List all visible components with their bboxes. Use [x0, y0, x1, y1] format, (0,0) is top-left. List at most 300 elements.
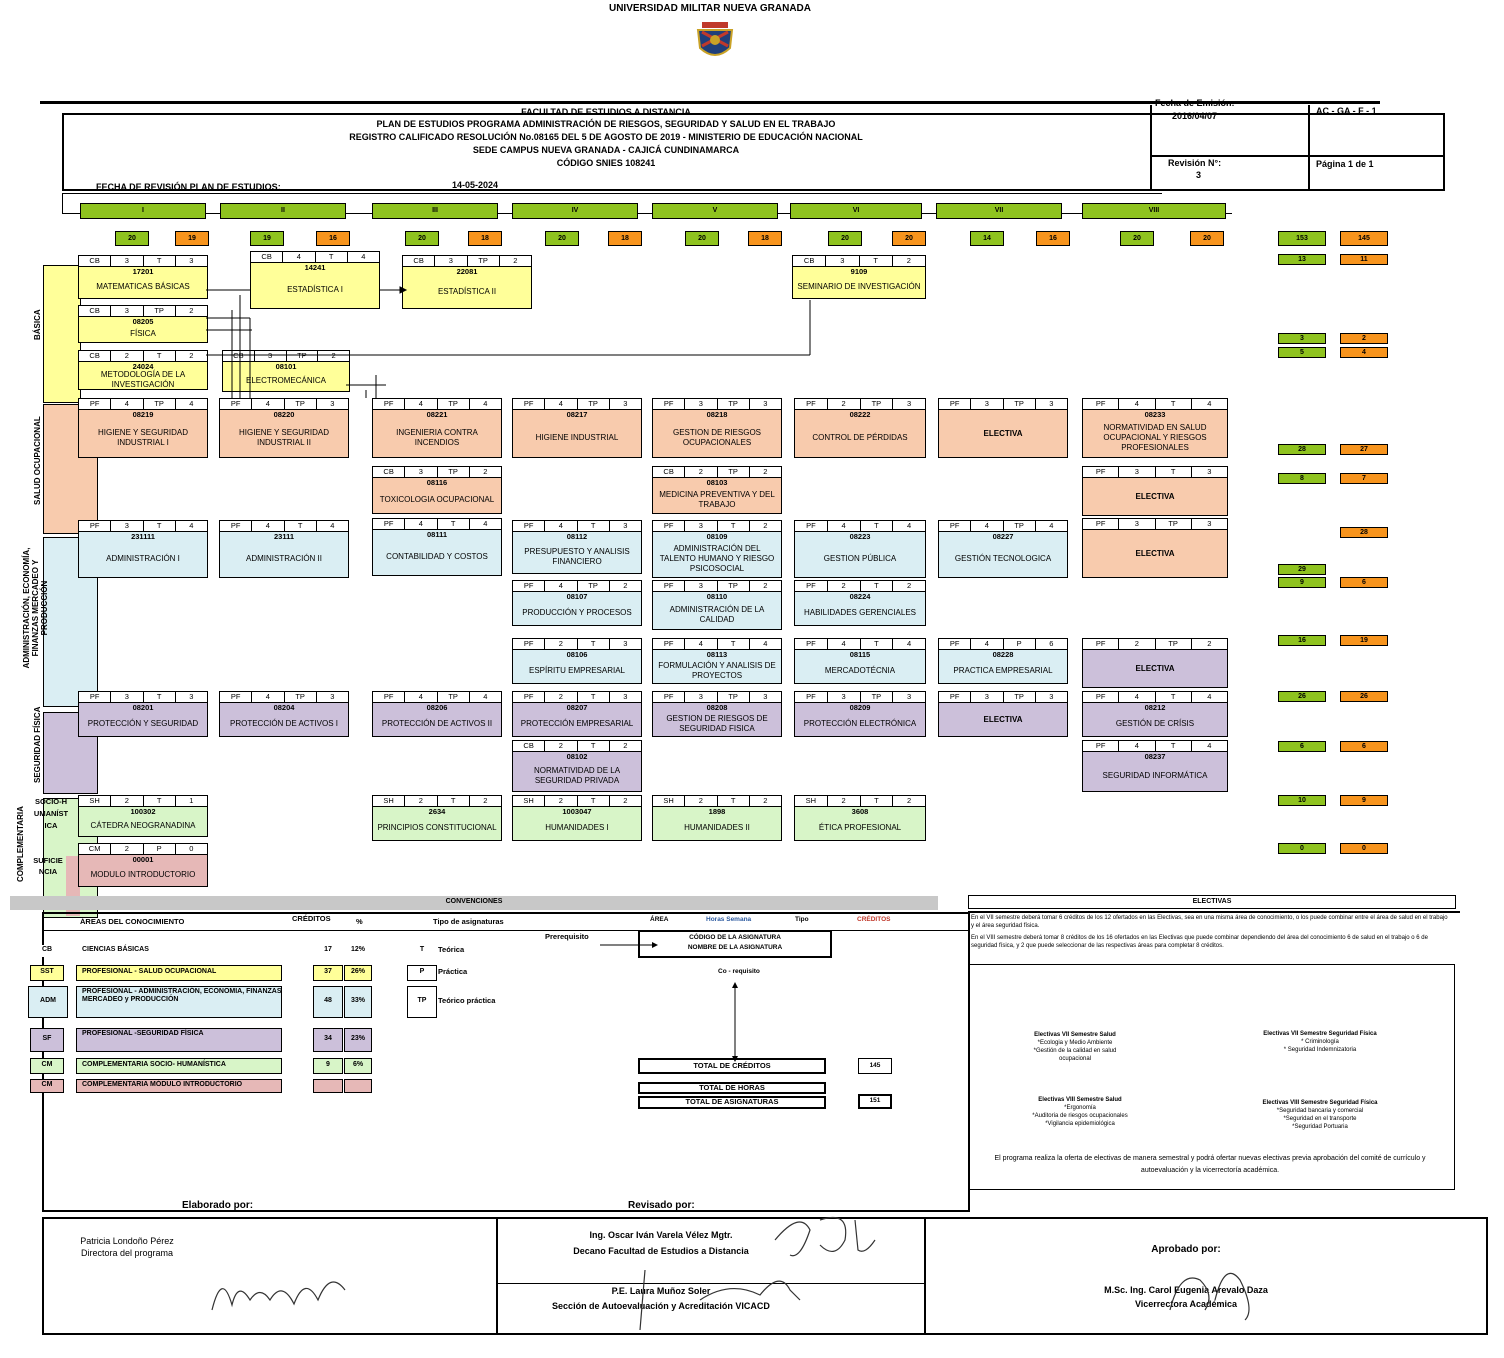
- conv-credits: 37: [324, 968, 332, 975]
- conv-area-name: PROFESIONAL -SEGURIDAD FÍSICA: [82, 1030, 204, 1037]
- course-hours-cell: CB: [79, 256, 111, 266]
- course-hours-cell: 3: [1207, 467, 1212, 476]
- course-hours-cell: T: [578, 741, 610, 751]
- course-hours-cell: 4: [483, 692, 488, 701]
- course-hours-cell: PF: [795, 399, 828, 409]
- course-hours-cell: PF: [373, 692, 405, 702]
- emision-value: 2016/04/07: [1172, 111, 1218, 121]
- course-code: 08222: [849, 410, 871, 419]
- area-total-total: 2: [1340, 333, 1388, 344]
- area-total-recommended: 13: [1278, 254, 1326, 265]
- course-hours-cell: 3: [1119, 467, 1155, 477]
- course-code: 08212: [1144, 703, 1166, 712]
- course-name: PRESUPUESTO Y ANALISIS FINANCIERO: [524, 547, 630, 566]
- course-hours-cell: CB: [223, 351, 255, 361]
- course-hours-cell: TP: [718, 692, 750, 702]
- semester-8-credits-recommended: 20: [1120, 231, 1154, 246]
- course-name: HIGIENE Y SEGURIDAD INDUSTRIAL I: [98, 428, 188, 447]
- conv-pct: 33%: [350, 997, 365, 1004]
- course-name: ELECTROMECÁNICA: [245, 376, 326, 385]
- conv-type-name: Teórico práctica: [438, 996, 496, 1005]
- course-code: 2634: [428, 807, 446, 816]
- course-hours-cell: 4: [405, 399, 437, 409]
- course-hours-cell: 4: [252, 521, 284, 531]
- course-hours-cell: CB: [403, 256, 435, 266]
- conv-col-pct: %: [356, 917, 363, 926]
- course-hours-cell: 2: [111, 844, 143, 854]
- area-total-recommended: 5: [1278, 347, 1326, 358]
- legend-creditos: CRÉDITOS: [857, 916, 891, 923]
- electivas-viii-salud-item: *Ergonomía: [1064, 1105, 1096, 1111]
- course-hours-cell: 2: [513, 256, 518, 265]
- area-total-recommended: 28: [1278, 444, 1326, 455]
- course-hours-cell: TP: [285, 399, 317, 409]
- electivas-vii-seg-item: * Seguridad Indemnizatoria: [1283, 1047, 1357, 1053]
- course-hours-cell: 3: [685, 399, 717, 409]
- page-number: Página 1 de 1: [1316, 159, 1374, 169]
- course-name: FORMULACIÓN Y ANALISIS DE PROYECTOS: [658, 661, 776, 680]
- course-code: 08204: [273, 703, 295, 712]
- course-hours-cell: PF: [220, 399, 252, 409]
- course-hours-cell: 3: [330, 399, 335, 408]
- course-hours-cell: TP: [1156, 519, 1192, 529]
- course-hours-cell: 4: [971, 521, 1003, 531]
- course-hours-cell: T: [144, 796, 176, 806]
- course-hours-cell: 4: [483, 519, 488, 528]
- electivas-viii-seg-item: *Seguridad Portuaria: [1292, 1124, 1348, 1130]
- conv-col-creditos: CRÉDITOS: [292, 914, 331, 923]
- course-hours-cell: 3: [623, 521, 628, 530]
- course-hours-cell: T: [1156, 692, 1192, 702]
- conv-abbr: CB: [41, 946, 53, 953]
- conv-credits: 34: [324, 1035, 332, 1042]
- course-code: 08218: [706, 410, 728, 419]
- course-code: 08113: [706, 650, 728, 659]
- electivas-viii-seg-title: Electivas VIII Semestre Seguridad Física: [1262, 1100, 1378, 1106]
- legend-area: ÁREA: [650, 916, 669, 923]
- course-hours-cell: CB: [373, 467, 405, 477]
- course-hours-cell: PF: [513, 399, 545, 409]
- course-hours-cell: TP: [718, 467, 750, 477]
- course-hours-cell: 4: [405, 519, 437, 529]
- registro-title: REGISTRO CALIFICADO RESOLUCIÓN No.08165 DEL 5 DE AGOSTO DE 2019 - MINISTERIO DE EDUCACIÓN NACIONAL: [349, 132, 863, 142]
- course-name: HIGIENE Y SEGURIDAD INDUSTRIAL II: [239, 428, 329, 447]
- course-hours-cell: 3: [763, 399, 768, 408]
- course-hours-cell: 4: [907, 521, 912, 530]
- course-hours-cell: 2: [483, 467, 488, 476]
- course-hours-cell: 4: [252, 692, 284, 702]
- semester-3-credits-recommended: 20: [405, 231, 439, 246]
- course-hours-cell: PF: [795, 692, 828, 702]
- course-hours-cell: 2: [763, 521, 768, 530]
- course-hours-cell: T: [578, 692, 610, 702]
- semester-4-credits-total: 18: [608, 231, 642, 246]
- course-name: PRACTICA EMPRESARIAL: [953, 666, 1053, 675]
- course-code: 08206: [426, 703, 448, 712]
- area-total-recommended: 0: [1278, 843, 1326, 854]
- course-name: GESTIÓN TECNOLOGICA: [954, 554, 1052, 563]
- course-hours-cell: TP: [1004, 399, 1036, 409]
- course-name: METODOLOGÍA DE LA INVESTIGACIÓN: [100, 370, 186, 389]
- grand-total-recommended: 153: [1278, 231, 1326, 246]
- course-code: 08201: [132, 703, 154, 712]
- course-hours-cell: 3: [971, 692, 1003, 702]
- course-code: 08224: [849, 592, 871, 601]
- course-hours-cell: 4: [763, 639, 768, 648]
- course-hours-cell: CB: [653, 467, 685, 477]
- course-hours-cell: CB: [251, 252, 283, 262]
- conv-abbr: CM: [41, 1081, 53, 1088]
- course-code: 08110: [706, 592, 728, 601]
- revision-label: Revisión N°:: [1168, 158, 1222, 168]
- course-name: ADMINISTRACIÓN DE LA CALIDAD: [669, 605, 765, 624]
- course-hours-cell: 3: [623, 399, 628, 408]
- course-hours-cell: 3: [111, 521, 143, 531]
- course-code: 9109: [850, 267, 868, 276]
- course-hours-cell: 4: [1119, 692, 1155, 702]
- course-code: 08109: [706, 532, 728, 541]
- electivas-viii-salud-item: *Auditoria de riesgos ocupacionales: [1032, 1113, 1128, 1119]
- course-hours-cell: 4: [545, 521, 577, 531]
- course-hours-cell: 2: [545, 796, 577, 806]
- electivas-viii-seg-item: *Seguridad en el transporte: [1283, 1116, 1357, 1122]
- course-hours-cell: T: [578, 521, 610, 531]
- electivas-vii-salud-item: *Gestión de la calidad en salud: [1033, 1048, 1117, 1054]
- course-name: ELECTIVA: [983, 429, 1023, 438]
- course-code: 08233: [1144, 410, 1166, 419]
- course-hours-cell: 2: [1207, 639, 1212, 648]
- course-hours-cell: TP: [287, 351, 319, 361]
- course-hours-cell: 3: [111, 306, 143, 316]
- legend-horas: Horas Semana: [706, 916, 752, 923]
- conv-type-name: Teórica: [438, 945, 465, 954]
- course-hours-cell: 3: [907, 399, 912, 408]
- conv-col-tipo: Tipo de asignaturas: [433, 917, 504, 926]
- course-hours-cell: T: [144, 256, 176, 266]
- conv-pct: 6%: [352, 1061, 364, 1068]
- course-code: 00001: [132, 855, 154, 864]
- area-total-total: 6: [1340, 741, 1388, 752]
- area-total-total: 4: [1340, 347, 1388, 358]
- course-code: 08205: [132, 317, 154, 326]
- area-total-total: 26: [1340, 691, 1388, 702]
- electivas-vii-salud-item: *Ecologia y Medio Ambiente: [1037, 1040, 1113, 1046]
- elaborado-label: Elaborado por:: [182, 1200, 254, 1211]
- conv-pct: 23%: [350, 1035, 365, 1042]
- course-hours-cell: 2: [111, 796, 143, 806]
- course-hours-cell: SH: [795, 796, 828, 806]
- course-hours-cell: 4: [483, 399, 488, 408]
- course-hours-cell: PF: [1083, 639, 1119, 649]
- course-name: FÍSICA: [130, 329, 156, 338]
- course-hours-cell: TP: [144, 306, 176, 316]
- course-hours-cell: 3: [826, 256, 859, 266]
- course-hours-cell: 4: [1119, 741, 1155, 751]
- course-hours-cell: CB: [513, 741, 545, 751]
- course-name: MODULO INTRODUCTORIO: [90, 870, 196, 879]
- course-hours-cell: 4: [1207, 399, 1212, 408]
- electivas-vii-seg-title: Electivas VII Semestre Seguridad Física: [1263, 1031, 1377, 1037]
- course-hours-cell: T: [861, 639, 894, 649]
- electivas-vii-salud: [1010, 1031, 1140, 1063]
- area-label-salud: SALUD OCUPACIONAL: [33, 416, 42, 505]
- course-hours-cell: PF: [939, 521, 971, 531]
- area-total-recommended: 8: [1278, 473, 1326, 484]
- course-hours-cell: 4: [828, 521, 861, 531]
- course-code: 08102: [566, 752, 588, 761]
- course-name: ELECTIVA: [1135, 664, 1175, 673]
- semester-6-credits-total: 20: [892, 231, 926, 246]
- course-hours-cell: TP: [1004, 521, 1036, 531]
- course-name: ADMINISTRACIÓN DEL TALENTO HUMANO Y RIESGO PSICOSOCIAL: [659, 544, 775, 573]
- conv-area-name: COMPLEMENTARIA MÓDULO INTRODUCTORIO: [82, 1081, 243, 1088]
- electivas-viii-seg-item: *Seguridad bancaria y comercial: [1276, 1108, 1364, 1114]
- area-total-recommended: 6: [1278, 741, 1326, 752]
- course-hours-cell: PF: [513, 521, 545, 531]
- course-hours-cell: TP: [861, 692, 894, 702]
- area-total-recommended: 10: [1278, 795, 1326, 806]
- course-hours-cell: PF: [1083, 741, 1119, 751]
- course-name: TOXICOLOGIA OCUPACIONAL: [379, 495, 495, 504]
- semester-1-credits-recommended: 20: [115, 231, 149, 246]
- course-hours-cell: 3: [685, 521, 717, 531]
- area-total-recommended: 29: [1278, 564, 1326, 575]
- course-hours-cell: T: [285, 521, 317, 531]
- conv-area-name: PROFESIONAL - ADMINISTRACIÓN, ECONOMIA, FINANZAS MERCADEO y PRODUCCIÓN: [82, 988, 282, 1003]
- course-hours-cell: 4: [330, 521, 335, 530]
- area-total-total: 9: [1340, 795, 1388, 806]
- course-hours-cell: 2: [111, 351, 143, 361]
- semester-5-credits-recommended: 20: [685, 231, 719, 246]
- course-hours-cell: 4: [111, 399, 143, 409]
- course-name: GESTIÓN DE CRÍSIS: [1115, 719, 1195, 728]
- course-code: 08221: [426, 410, 448, 419]
- course-code: 1003047: [562, 807, 592, 816]
- semester-7-header: VII: [936, 203, 1062, 219]
- course-code: 08107: [566, 592, 588, 601]
- electivas-viii-salud-title: Electivas VIII Semestre Salud: [1038, 1097, 1122, 1103]
- course-hours-cell: 2: [545, 692, 577, 702]
- course-hours-cell: 4: [1119, 399, 1155, 409]
- course-hours-cell: 2: [1119, 639, 1155, 649]
- course-code: 3608: [851, 807, 869, 816]
- course-hours-cell: TP: [1004, 692, 1036, 702]
- course-name: SEMINARIO DE INVESTIGACIÓN: [797, 282, 921, 291]
- course-hours-cell: T: [578, 796, 610, 806]
- conv-credits: 17: [324, 946, 332, 953]
- course-hours-cell: CB: [79, 306, 111, 316]
- course-hours-cell: PF: [1083, 519, 1119, 529]
- semester-1-header: I: [80, 203, 206, 219]
- sede-title: SEDE CAMPUS NUEVA GRANADA - CAJICÁ CUNDINAMARCA: [472, 145, 740, 155]
- course-hours-cell: TP: [144, 399, 176, 409]
- area-total-total: 7: [1340, 473, 1388, 484]
- course-hours-cell: PF: [939, 399, 971, 409]
- course-code: 1898: [708, 807, 726, 816]
- course-code: 08227: [992, 532, 1014, 541]
- semester-6-credits-recommended: 20: [828, 231, 862, 246]
- course-hours-cell: 4: [361, 252, 366, 261]
- course-code: 24024: [132, 362, 154, 371]
- course-hours-cell: P: [144, 844, 176, 854]
- course-hours-cell: 2: [405, 796, 437, 806]
- course-code: 231111: [131, 532, 155, 541]
- course-name: ADMINISTRACIÓN II: [245, 554, 322, 563]
- course-hours-cell: 4: [405, 692, 437, 702]
- course-hours-cell: TP: [438, 467, 470, 477]
- course-hours-cell: 2: [907, 581, 912, 590]
- course-hours-cell: P: [1004, 639, 1036, 649]
- conv-credits-box: [313, 1079, 343, 1093]
- course-name: ESTADÍSTICA II: [437, 287, 497, 296]
- course-hours-cell: SH: [79, 796, 111, 806]
- course-name: MATEMATICAS BÁSICAS: [96, 282, 190, 291]
- course-name: PROTECCIÓN DE ACTIVOS II: [381, 719, 493, 728]
- course-code: 08103: [706, 478, 728, 487]
- course-name: CÁTEDRA NEOGRANADINA: [90, 821, 196, 830]
- course-name: CONTABILIDAD Y COSTOS: [386, 552, 488, 561]
- course-hours-cell: 3: [685, 581, 717, 591]
- course-name: NORMATIVIDAD DE LA SEGURIDAD PRIVADA: [533, 766, 621, 785]
- grand-total-total: 145: [1340, 231, 1388, 246]
- conv-area-name: CIENCIAS BÁSICAS: [82, 946, 149, 953]
- course-code: 08115: [849, 650, 871, 659]
- conv-pct: 12%: [350, 946, 365, 953]
- legend-prerequisite: Prerequisito: [545, 932, 589, 941]
- revision-date-value: 14-05-2024: [452, 180, 499, 190]
- course-hours-cell: TP: [861, 399, 894, 409]
- conv-area-name: PROFESIONAL - SALUD OCUPACIONAL: [82, 968, 217, 975]
- course-name: ELECTIVA: [1135, 549, 1175, 558]
- course-code: 08223: [849, 532, 871, 541]
- signer-1-name: Patricia Londoño Pérez: [80, 1236, 174, 1246]
- course-hours-cell: TP: [285, 692, 317, 702]
- revision-date-label: FECHA DE REVISIÓN PLAN DE ESTUDIOS:: [96, 182, 281, 192]
- legend-box-name: NOMBRE DE LA ASIGNATURA: [687, 944, 783, 951]
- course-hours-cell: 3: [189, 256, 194, 265]
- course-hours-cell: PF: [1083, 399, 1119, 409]
- area-total-recommended: 16: [1278, 635, 1326, 646]
- aprobado-label: Aprobado por:: [1151, 1244, 1221, 1255]
- course-hours-cell: T: [718, 521, 750, 531]
- course-code: 08217: [566, 410, 588, 419]
- semester-5-credits-total: 18: [748, 231, 782, 246]
- course-name: SEGURIDAD INFORMÁTICA: [1102, 771, 1208, 780]
- electivas-note-1: En el VII semestre deberá tomar 6 créditos de los 12 ofertados en las Electivas, sea en una misma área de conocimiento, o los puede combinar entre el área de salud en el trabajo y el área seguridad física.: [971, 915, 1448, 929]
- course-hours-cell: TP: [438, 399, 470, 409]
- semester-2-credits-total: 16: [316, 231, 350, 246]
- conv-type: P: [419, 968, 425, 975]
- course-hours-cell: 2: [483, 796, 488, 805]
- course-hours-cell: T: [1156, 467, 1192, 477]
- course-hours-cell: 3: [330, 692, 335, 701]
- course-name: ELECTIVA: [983, 715, 1023, 724]
- course-hours-cell: 6: [1049, 639, 1054, 648]
- course-hours-cell: SH: [373, 796, 405, 806]
- semester-5-header: V: [652, 203, 778, 219]
- course-name: ESTADÍSTICA I: [287, 285, 343, 294]
- conv-col-areas: ÁREAS DEL CONOCIMIENTO: [80, 917, 185, 926]
- course-name: HUMANIDADES II: [684, 823, 750, 832]
- area-total-total: 27: [1340, 444, 1388, 455]
- course-code: 08111: [426, 530, 448, 539]
- course-hours-cell: CM: [79, 844, 111, 854]
- revisado-label: Revisado por:: [628, 1200, 695, 1211]
- course-code: 08220: [273, 410, 295, 419]
- conv-credits: 9: [326, 1061, 330, 1068]
- course-hours-cell: PF: [795, 521, 828, 531]
- semester-4-credits-recommended: 20: [545, 231, 579, 246]
- signer-3-role: Sección de Autoevaluación y Acreditación VICACD: [552, 1301, 770, 1311]
- course-hours-cell: 4: [1207, 741, 1212, 750]
- signer-4-name: M.Sc. Ing. Carol Eugenia Arevalo Daza: [1104, 1285, 1268, 1295]
- course-code: 08112: [566, 532, 588, 541]
- course-hours-cell: 3: [255, 351, 287, 361]
- course-code: 08207: [566, 703, 588, 712]
- course-hours-cell: 3: [1119, 519, 1155, 529]
- course-hours-cell: 4: [252, 399, 284, 409]
- semester-7-credits-total: 16: [1036, 231, 1070, 246]
- conv-type: T: [419, 946, 425, 953]
- course-hours-cell: PF: [79, 692, 111, 702]
- semester-3-header: III: [372, 203, 498, 219]
- course-hours-cell: 2: [623, 581, 628, 590]
- course-hours-cell: PF: [939, 692, 971, 702]
- course-hours-cell: TP: [578, 581, 610, 591]
- course-hours-cell: T: [1156, 399, 1192, 409]
- course-name: GESTION DE RIESGOS OCUPACIONALES: [672, 428, 761, 447]
- course-name: CONTROL DE PÉRDIDAS: [812, 433, 908, 442]
- course-name: GESTION DE RIESGOS DE SEGURIDAD FISICA: [666, 714, 768, 733]
- course-hours-cell: 2: [906, 256, 911, 265]
- course-code: 08101: [275, 362, 297, 371]
- area-total-recommended: 3: [1278, 333, 1326, 344]
- course-hours-cell: T: [860, 256, 893, 266]
- conv-credits: 48: [324, 997, 332, 1004]
- semester-1-credits-total: 19: [175, 231, 209, 246]
- course-name: PRODUCCIÓN Y PROCESOS: [522, 608, 632, 617]
- course-hours-cell: T: [144, 521, 176, 531]
- course-hours-cell: 3: [189, 692, 194, 701]
- course-hours-cell: 4: [545, 581, 577, 591]
- course-hours-cell: CB: [79, 351, 111, 361]
- course-hours-cell: TP: [468, 256, 500, 266]
- area-label-comp: COMPLEMENTARIA: [16, 806, 25, 882]
- course-hours-cell: 2: [685, 467, 717, 477]
- area-label-basica: BÁSICA: [33, 309, 42, 340]
- course-hours-cell: 2: [685, 796, 717, 806]
- course-hours-cell: PF: [653, 521, 685, 531]
- course-hours-cell: 4: [189, 521, 194, 530]
- course-hours-cell: 3: [111, 692, 143, 702]
- course-hours-cell: 4: [685, 639, 717, 649]
- conv-type: TP: [417, 997, 427, 1004]
- course-hours-cell: 1: [189, 796, 194, 805]
- course-hours-cell: 2: [545, 639, 577, 649]
- semester-2-credits-recommended: 19: [250, 231, 284, 246]
- course-hours-cell: 3: [405, 467, 437, 477]
- course-hours-cell: 2: [331, 351, 336, 360]
- area-total-total: 6: [1340, 577, 1388, 588]
- course-hours-cell: 2: [763, 467, 768, 476]
- course-hours-cell: CB: [793, 256, 826, 266]
- revision-value: 3: [1196, 170, 1202, 180]
- course-hours-cell: PF: [795, 639, 828, 649]
- course-name: ESPÍRITU EMPRESARIAL: [528, 666, 626, 675]
- semester-8-header: VIII: [1082, 203, 1226, 219]
- area-total-total: 28: [1340, 527, 1388, 538]
- course-code: 08106: [566, 650, 588, 659]
